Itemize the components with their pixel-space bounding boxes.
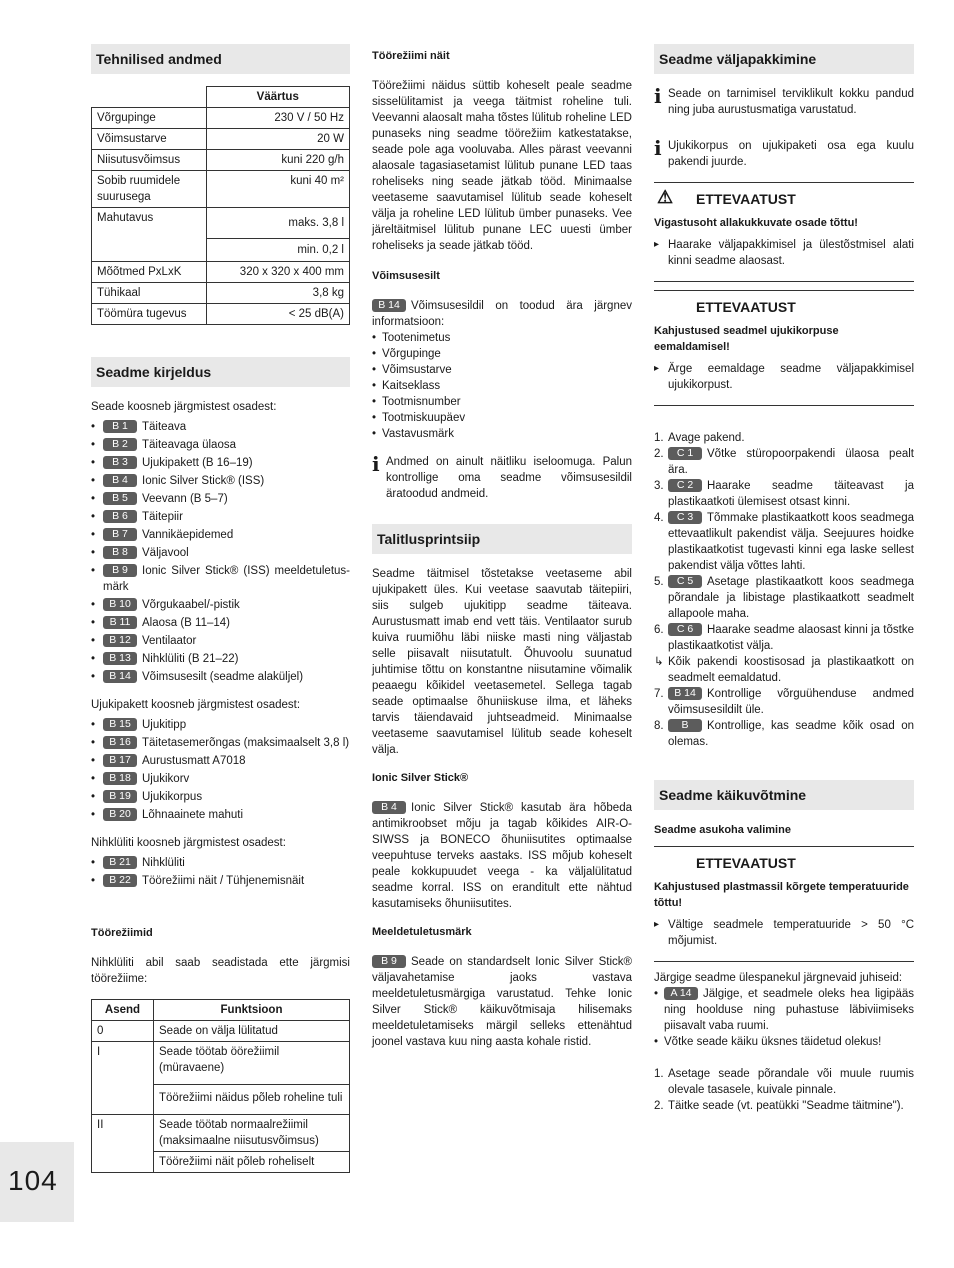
list-item: 7. B 14 Kontrollige võrguühenduse andmed võimsusesildilt üle. <box>654 687 914 716</box>
table-row: Mõõtmed PxLxK 320 x 320 x 400 mm <box>92 262 350 283</box>
info-icon: i <box>372 452 380 476</box>
placement-steps <box>654 1066 914 1114</box>
list-item: • Kaitseklass <box>372 378 632 394</box>
page-number-box <box>0 1142 74 1222</box>
list-item: • B 3 Ujukipakett (B 16–19) <box>91 455 350 471</box>
list-item: 2. Täitke seade (vt. peatükki "Seadme täitmine"). <box>654 1100 904 1112</box>
section-title-startup: Seadme käikuvõtmine <box>654 780 914 810</box>
list-item: ▸ Vältige seadmele temperatuuride > 50 °C mõjumist. <box>654 917 914 949</box>
list-item: 1. Asetage seade põrandale või muule ruumis olevale tasasele, kuivale pinnale. <box>654 1068 914 1096</box>
switch-parts-list <box>91 855 350 889</box>
list-item: • B 22 Töörežiimi näit / Tühjenemisnäit <box>91 873 350 889</box>
parts-list <box>91 419 350 685</box>
section-title-description: Seadme kirjeldus <box>91 357 350 387</box>
list-item: 2. C 1 Võtke stüropoorpakendi ülaosa pealt ära. <box>654 447 914 476</box>
list-item: 8. B Kontrollige, kas seadme kõik osad on olemas. <box>654 719 914 748</box>
list-item: • Võtke seade käiku üksnes täidetud olekus! <box>654 1034 914 1050</box>
list-item: 1. Avage pakend. <box>654 432 745 444</box>
switch-intro: Nihklüliti koosneb järgmistest osadest: <box>91 837 286 849</box>
warning-box: ⚠ ETTEVAATUST Vigastusoht allakukkuvate osade tõttu! ▸ Haarake väljapakkimisel ja ülestõstmisel alati kinni seadme alaosast. <box>654 182 914 282</box>
list-item: • B 11 Alaosa (B 11–14) <box>91 615 350 631</box>
list-item: • Vastavusmärk <box>372 426 632 442</box>
table-row: 0 Seade on välja lülitatud <box>92 1021 350 1042</box>
table-row: Võrgupinge 230 V / 50 Hz <box>92 108 350 129</box>
list-item: • B 20 Lõhnaainete mahuti <box>91 807 350 823</box>
list-item: ↳ Kõik pakendi koostisosad ja plastikaatkott on seadmelt eemaldatud. <box>654 656 914 684</box>
iss-text: B 4 Ionic Silver Stick® kasutab ära hõbeda antimikroobset mõju ja tagab kõikides AIR-O-SIWSS ja BONECO õhuniisutites optimaalse veepuhtuse terveks aastaks. ISS mõjub koheselt peale kokkupuudet veega - ka väljalülitatud seadme korral. ISS on eranditult ette nähtud kasutamiseks õhuniisutites. <box>372 801 632 910</box>
table-row: min. 0,2 l <box>92 239 350 262</box>
info-note: i Andmed on ainult näitliku iseloomuga. Palun kontrollige oma seadme võimsusesildil äratoodud andmeid. <box>372 452 632 500</box>
list-item: • B 5 Veevann (B 5–7) <box>91 491 350 507</box>
reminder-text: B 9 Seade on standardselt Ionic Silver Stick® väljavahetamise jaoks vastava meeldetuletusmärgiga varustatud. Tehke Ionic Silver Stick® käikuvõtmisaja hilisemaks meeldetuletamiseks märgil selleks ettenähtud joonel vastava kuu ning aasta kohale ristid. <box>372 955 632 1048</box>
list-item: ▸ Ärge eemaldage seadme väljapakkimisel ujukikorpust. <box>654 361 914 393</box>
table-row: Töörežiimi näit põleb roheliselt <box>92 1152 350 1173</box>
info-icon: i <box>654 136 662 160</box>
list-item: • B 9 Ionic Silver Stick® (ISS) meeldetuletus-märk <box>91 563 350 595</box>
list-item: 3. C 2 Haarake seadme täiteavast ja plastikaatkoti ülemisest otsast kinni. <box>654 479 914 508</box>
warning-triangle-icon: ⚠ <box>657 187 674 207</box>
float-intro: Ujukipakett koosneb järgmistest osadest: <box>91 699 301 711</box>
rating-label-text: B 14 Võimsusesildil on toodud ära järgnev informatsioon: <box>372 299 632 328</box>
list-item: • B 12 Ventilaator <box>91 633 350 649</box>
float-parts-list <box>91 717 350 823</box>
warning-box: ETTEVAATUST Kahjustused seadmel ujukikorpuse eemaldamisel! ▸ Ärge eemaldage seadme väljapakkimisel ujukikorpust. <box>654 290 914 406</box>
column-right <box>654 44 914 1126</box>
mode-indicator-title: Töörežiimi näit <box>372 50 450 62</box>
list-item: • B 17 Aurustusmatt A7018 <box>91 753 350 769</box>
table-row: Mahutavus maks. 3,8 l <box>92 208 350 239</box>
reminder-title: Meeldetuletusmärk <box>372 926 472 938</box>
rating-label-list <box>372 330 632 442</box>
modes-table: Asend Funktsioon 0 Seade on välja lülitatud I Seade töötab öörežiimil (müravaene) Töörežiimi näidus põleb roheline tuli II Seade töötab normaalrežiimil (maksimaalne niisutusvõimsus) Töörežiimi näit põleb roheliselt <box>91 999 350 1173</box>
table-row: Võimsustarve 20 W <box>92 129 350 150</box>
list-item: 4. C 3 Tõmmake plastikaatkott koos seadmega ettevaatlikult pakendist välja. Seejuures hoidke plastikaatkotist tugevasti kinni ega laske sellest pakendist välja võttes lahti. <box>654 511 914 572</box>
list-item: • B 19 Ujukikorpus <box>91 789 350 805</box>
info-note: i Seade on tarnimisel terviklikult kokku pandud ning juba aurustusmatiga varustatud. <box>654 84 914 116</box>
page-number: 104 <box>8 1165 58 1196</box>
column-middle <box>372 44 632 1062</box>
setup-list <box>654 986 914 1050</box>
modes-title: Töörežiimid <box>91 927 153 939</box>
list-item: • B 13 Nihklüliti (B 21–22) <box>91 651 350 667</box>
table-row: Tühikaal 3,8 kg <box>92 283 350 304</box>
list-item: • Võimsustarve <box>372 362 632 378</box>
unpack-steps <box>654 430 914 750</box>
list-item: • B 21 Nihklüliti <box>91 855 350 871</box>
list-item: • B 10 Võrgukaabel/-pistik <box>91 597 350 613</box>
iss-title: Ionic Silver Stick® <box>372 772 469 784</box>
modes-text: Nihklüliti abil saab seadistada ette järgmisi töörežiime: <box>91 957 350 985</box>
list-item: • B 15 Ujukitipp <box>91 717 350 733</box>
section-title-unpacking: Seadme väljapakkimine <box>654 44 914 74</box>
list-item: • B 2 Täiteavaga ülaosa <box>91 437 350 453</box>
list-item: • B 4 Ionic Silver Stick® (ISS) <box>91 473 350 489</box>
tech-value-header: Väärtus <box>206 87 350 108</box>
column-left <box>91 44 350 1173</box>
info-note: i Ujukikorpus on ujukipaketi osa ega kuulu pakendi juurde. <box>654 136 914 168</box>
list-item: • B 6 Täitepiir <box>91 509 350 525</box>
setup-intro: Järgige seadme ülespanekul järgnevaid juhiseid: <box>654 972 903 984</box>
location-subtitle: Seadme asukoha valimine <box>654 824 791 836</box>
list-item: • B 8 Väljavool <box>91 545 350 561</box>
table-row: Sobib ruumidele suurusega kuni 40 m² <box>92 171 350 208</box>
function-text: Seadme täitmisel tõstetakse veetaseme abil ujukipakett üles. Kui veetase saavutab täitepiiri, siis sulgeb ujukitipp seadme täiteava. Aurustusmatt imab end vett täis. Ventilaator surub kuiva ruumiõhu läbi niiske masti ning väljastab selle piisavalt niisutatult. Õhuvoolu suunatud juhtimise tõttu on konstantne niisutamine võimalik peaaegu kõikidel veetasemetel. Sellega tagab seade optimaalse õhuniiskuse ilma, et läheks tarvis täiendavaid juhtseadmeid. Minimaalse veetaseme saavutamisel lülitub seade koheselt välja. <box>372 568 632 756</box>
list-item: 6. C 6 Haarake seadme alaosast kinni ja tõstke plastikaatkotist välja. <box>654 623 914 652</box>
table-row: Töörežiimi näidus põleb roheline tuli <box>92 1085 350 1115</box>
list-item: • B 16 Täitetasemerõngas (maksimaalselt 3,8 l) <box>91 735 350 751</box>
list-item: • Võrgupinge <box>372 346 632 362</box>
list-item: • Tootmiskuupäev <box>372 410 632 426</box>
list-item: 5. C 5 Asetage plastikaatkott koos seadmega põrandale ja libistage plastikaatkott seadmelt allapoole maha. <box>654 575 914 620</box>
list-item: • A 14 Jälgige, et seadmele oleks hea ligipääs ning hoolduse ning puhastuse läbiviimiseks piisavalt vaba ruumi. <box>654 986 914 1034</box>
list-item: • Tootenimetus <box>372 330 632 346</box>
desc-intro: Seade koosneb järgmistest osadest: <box>91 401 277 413</box>
table-row: I Seade töötab öörežiimil (müravaene) <box>92 1042 350 1085</box>
tech-table <box>91 86 350 325</box>
section-title-tech: Tehnilised andmed <box>91 44 350 74</box>
list-item: • B 18 Ujukikorv <box>91 771 350 787</box>
list-item: • Tootmisnumber <box>372 394 632 410</box>
table-row: Niisutusvõimsus kuni 220 g/h <box>92 150 350 171</box>
table-row: Töömüra tugevus < 25 dB(A) <box>92 304 350 325</box>
mode-indicator-text: Töörežiimi näidus süttib koheselt peale seadme sisselülitamist ja veega täitmist roheline tuli. Veevanni alaosalt maha tõstes lülitub roheline LED punaseks ning seadme töörežiim katkestatakse, seade pole aga vooluvaba. Alles pärast veevanni alaosale tagasiasetamist lülitub punane LED taas roheliseks ning seade jätkab tööd. Minimaalse veetaseme saavutamisel lülitub seade koheselt välja ja roheline LED lülitub ümber punaseks. Vee järeltäitmisel lülitub punane LEC uuesti ümber roheliseks ja seade jätkab tööd. <box>372 80 632 252</box>
list-item: ▸ Haarake väljapakkimisel ja ülestõstmisel alati kinni seadme alaosast. <box>654 237 914 269</box>
table-row: II Seade töötab normaalrežiimil (maksimaalne niisutusvõimsus) <box>92 1115 350 1152</box>
section-title-function: Talitlusprintsiip <box>372 524 632 554</box>
list-item: • B 1 Täiteava <box>91 419 350 435</box>
info-icon: i <box>654 84 662 108</box>
rating-label-title: Võimsusesilt <box>372 270 440 282</box>
list-item: • B 14 Võimsusesilt (seadme alaküljel) <box>91 669 350 685</box>
list-item: • B 7 Vannikäepidemed <box>91 527 350 543</box>
warning-box: ETTEVAATUST Kahjustused plastmassil kõrgete temperatuuride tõttu! ▸ Vältige seadmele temperatuuride > 50 °C mõjumist. <box>654 846 914 962</box>
